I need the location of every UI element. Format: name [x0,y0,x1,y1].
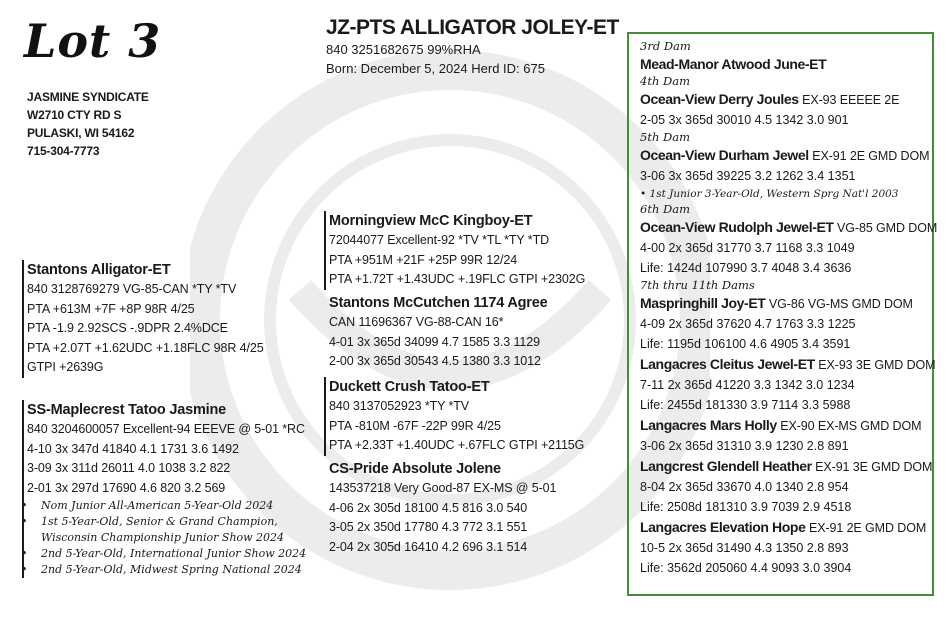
sire-sire-name: Morningview McC Kingboy-ET [329,213,533,229]
ancestor-dam-record: 8-04 2x 365d 33670 4.0 1340 2.8 954 [640,480,849,494]
dam-honor [27,546,306,562]
ancestor-dam-classification: VG-86 VG-MS GMD DOM [768,297,913,311]
dam-line: 840 3204600057 Excellent-94 EEEVE @ 5-01 *RC [27,422,305,436]
sire-sire-line: PTA +951M +21F +25P 99R 12/24 [329,252,518,267]
consignor-street: W2710 CTY RD S [27,108,122,122]
maternal-line-box [627,32,938,596]
ancestor-dam-name-text: Langacres Mars Holly [640,417,777,433]
ancestor-dam-name [640,293,922,314]
dam-honor-text: 1st 5-Year-Old, Senior & Grand Champion, [41,515,278,528]
dam-sire-line: 840 3137052923 *TY *TV [329,399,470,413]
sire-line: 840 3128769279 VG-85-CAN *TY *TV [27,282,237,296]
ancestor-dam-name-text: Langacres Elevation Hope [640,519,806,535]
ancestor-dam-classification: EX-91 2E GMD DOM [812,149,930,163]
ancestor-dam-name-text: Ocean-View Derry Joules [640,91,799,107]
dam-honor [27,514,306,546]
dam-dam-line: 2-04 2x 305d 16410 4.2 696 3.1 514 [329,539,528,554]
dam-name: SS-Maplecrest Tatoo Jasmine [27,402,227,418]
dam-generation-label: 3rd Dam [640,39,691,53]
animal-born: Born: December 5, 2024 Herd ID: 675 [326,61,545,76]
ancestor-dam-name-text: Maspringhill Joy-ET [640,295,766,311]
ancestor-dam-name [640,517,927,538]
ancestor-dam-record: 2-05 3x 365d 30010 4.5 1342 3.0 901 [640,113,849,127]
sire-dam-name: Stantons McCutchen 1174 Agree [329,295,548,311]
ancestor-dam-name-text: Langcrest Glendell Heather [640,458,812,474]
ancestor-dam-name [640,456,933,477]
ancestor-dam-name [640,145,930,166]
dam-honor-text: 2nd 5-Year-Old, Midwest Spring National 2024 [41,563,302,576]
dam-dam-name: CS-Pride Absolute Jolene [329,461,501,477]
lot-title: Lot 3 [24,14,162,68]
animal-name: JZ-PTS ALLIGATOR JOLEY-ET [326,16,619,39]
dam-dam-line: 143537218 Very Good-87 EX-MS @ 5-01 [329,481,557,495]
sire-line: PTA +613M +7F +8P 98R 4/25 [27,301,195,316]
ancestor-dam-name [640,415,922,436]
ancestor-dam-record: Life: 1424d 107990 3.7 4048 3.4 3636 [640,261,852,275]
ancestor-dam-record: 4-09 2x 365d 37620 4.7 1763 3.3 1225 [640,317,856,331]
dam-line: 3-09 3x 311d 26011 4.0 1038 3.2 822 [27,461,231,475]
sire-block [22,260,264,378]
dam-generation-label: 5th Dam [640,130,690,144]
consignor-city: PULASKI, WI 54162 [27,126,135,140]
dam-generation-label: 4th Dam [640,74,690,88]
dam-dam-line: 4-06 2x 305d 18100 4.5 816 3.0 540 [329,500,528,515]
ancestor-dam-name [640,354,936,375]
ancestor-dam-classification: EX-90 EX-MS GMD DOM [780,419,922,433]
ancestor-dam-record: 10-5 2x 365d 31490 4.3 1350 2.8 893 [640,541,849,555]
ancestor-dam-classification: EX-91 3E GMD DOM [815,460,933,474]
ancestor-dam-classification: VG-85 GMD DOM [837,221,938,235]
dam-line: 4-10 3x 347d 41840 4.1 1731 3.6 1492 [27,441,239,456]
dam-sire-block [324,377,584,456]
ancestor-dam-record: Life: 2455d 181330 3.9 7114 3.3 5988 [640,398,851,412]
animal-header [326,16,619,78]
dam-honor-text: 2nd 5-Year-Old, International Junior Show 2024 [41,547,307,560]
sire-line: PTA -1.9 2.92SCS -.9DPR 2.4%DCE [27,321,228,335]
animal-id: 840 3251682675 99%RHA [326,42,481,57]
ancestor-dam-name-text: Mead-Manor Atwood June-ET [640,56,827,72]
ancestor-dam-record: Life: 2508d 181310 3.9 7039 2.9 4518 [640,500,852,514]
dam-dam-line: 3-05 2x 350d 17780 4.3 772 3.1 551 [329,520,528,534]
dam-sire-line: PTA -810M -67F -22P 99R 4/25 [329,418,501,433]
dam-honor-cont: Wisconsin Championship Junior Show 2024 [41,531,285,544]
sire-dam-line: CAN 11696367 VG-88-CAN 16* [329,315,504,329]
dam-honor-text: Nom Junior All-American 5-Year-Old 2024 [41,499,274,512]
ancestor-dam-name-text: Ocean-View Rudolph Jewel-ET [640,219,834,235]
dam-honor [27,498,306,514]
sire-line: PTA +2.07T +1.62UDC +1.18FLC 98R 4/25 [27,340,264,355]
ancestor-dam-name [640,54,922,74]
dam-block [22,400,306,578]
dam-generation-label: 6th Dam [640,202,690,216]
ancestor-dam-name [640,89,922,110]
dam-dam-block [329,459,556,557]
ancestor-dam-record: 3-06 3x 365d 39225 3.2 1262 3.4 1351 [640,169,856,183]
sire-sire-line: 72044077 Excellent-92 *TV *TL *TY *TD [329,233,550,247]
ancestor-dam-name-text: Ocean-View Durham Jewel [640,147,809,163]
ancestor-dam-name-text: Langacres Cleitus Jewel-ET [640,356,815,372]
sire-sire-block [324,211,585,290]
sire-dam-line: 4-01 3x 365d 34099 4.7 1585 3.3 1129 [329,334,540,349]
sire-name: Stantons Alligator-ET [27,262,171,278]
sire-line: GTPI +2639G [27,360,104,374]
dam-sire-line: PTA +2.33T +1.40UDC +.67FLC GTPI +2115G [329,438,585,452]
ancestor-dam-classification: EX-93 EEEEE 2E [802,93,900,107]
sire-dam-block [329,293,547,372]
ancestor-dam-honor: • 1st Junior 3-Year-Old, Western Sprg Nat'l 2003 [640,186,922,202]
ancestor-dam-record: 4-00 2x 365d 31770 3.7 1168 3.3 1049 [640,241,855,255]
ancestor-dam-record: Life: 1195d 106100 4.6 4905 3.4 3591 [640,337,851,351]
ancestor-dam-classification: EX-91 2E GMD DOM [808,521,927,535]
ancestor-dam-record: 7-11 2x 365d 41220 3.3 1342 3.0 1234 [640,378,855,392]
dam-sire-name: Duckett Crush Tatoo-ET [329,379,490,395]
sire-dam-line: 2-00 3x 365d 30543 4.5 1380 3.3 1012 [329,354,541,368]
dam-generation-label: 7th thru 11th Dams [640,278,755,292]
dam-line: 2-01 3x 297d 17690 4.6 820 3.2 569 [27,480,226,495]
sire-sire-line: PTA +1.72T +1.43UDC +.19FLC GTPI +2302G [329,272,586,286]
ancestor-dam-record: 3-06 2x 365d 31310 3.9 1230 2.8 891 [640,439,849,453]
dam-honor [27,562,306,578]
ancestor-dam-record: Life: 3562d 205060 4.4 9093 3.0 3904 [640,561,852,575]
consignor-phone: 715-304-7773 [27,144,100,158]
ancestor-dam-name [640,217,938,238]
consignor-name: JASMINE SYNDICATE [27,90,149,104]
consignor-address [27,88,149,160]
ancestor-dam-classification: EX-93 3E GMD DOM [818,358,936,372]
